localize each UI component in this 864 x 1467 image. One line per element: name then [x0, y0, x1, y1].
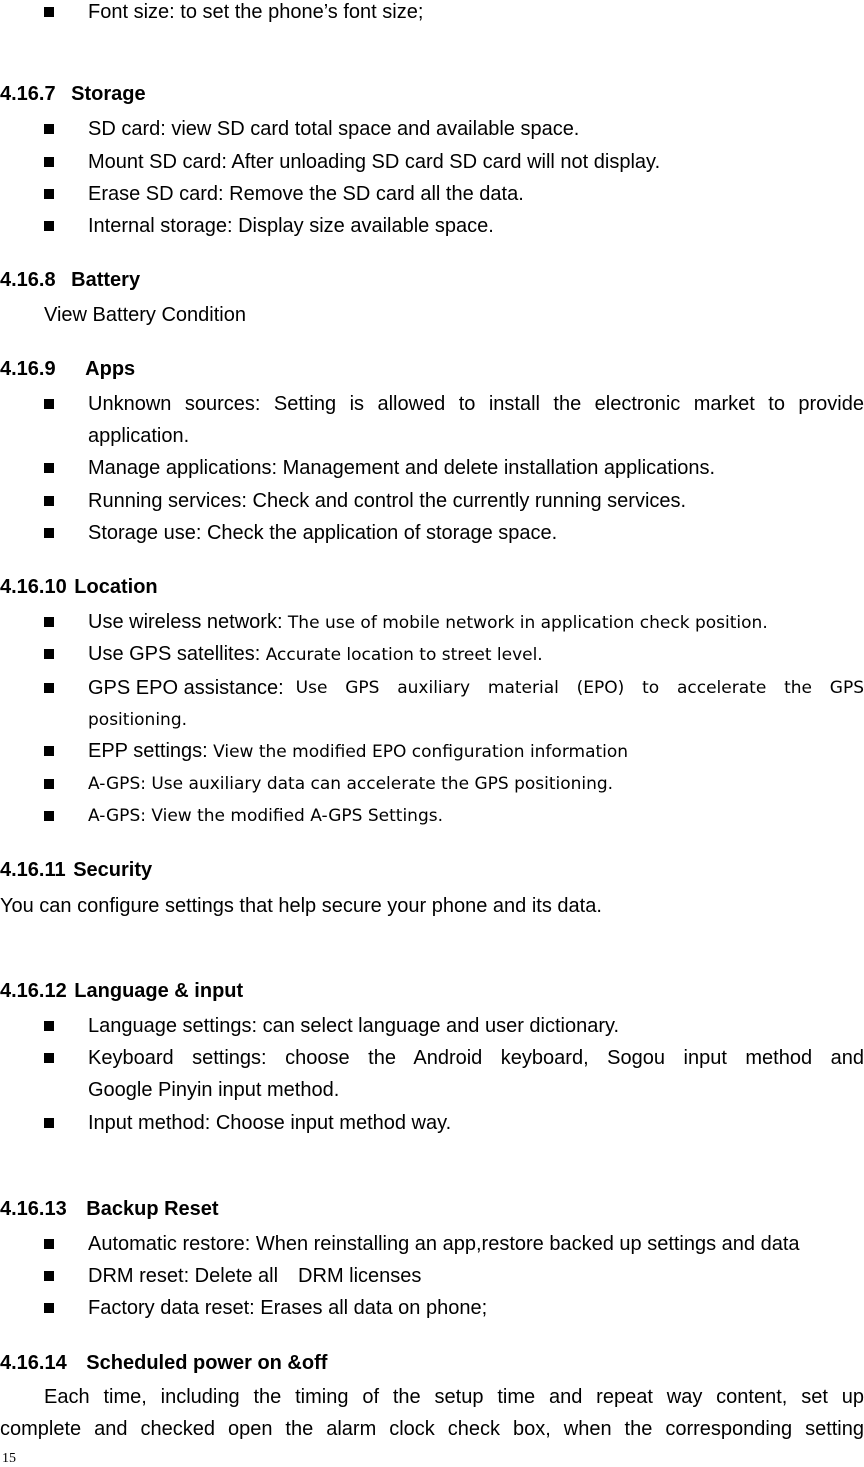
bullet-icon	[44, 617, 54, 627]
paragraph: You can configure settings that help secure your phone and its data.	[0, 895, 602, 917]
bullet-icon	[44, 779, 54, 789]
section-title: Apps	[85, 358, 136, 380]
bullet-icon	[44, 221, 54, 231]
list-item: Unknown sources: Setting is allowed to install the electronic market to provide	[88, 393, 864, 415]
section-title: Scheduled power on &off	[86, 1352, 328, 1374]
list-item: Erase SD card: Remove the SD card all the data.	[88, 183, 524, 205]
list-item: Internal storage: Display size available space.	[88, 215, 494, 237]
item-desc: Accurate location to street level.	[260, 645, 543, 665]
page-number: 15	[2, 1451, 16, 1466]
section-heading	[0, 268, 140, 292]
section-title: Security	[73, 859, 153, 881]
section-heading	[0, 357, 135, 381]
section-number: 4.16.13	[0, 1198, 67, 1220]
bullet-icon	[44, 1239, 54, 1249]
list-item: A-GPS: View the modified A-GPS Settings.	[88, 806, 444, 826]
paragraph: View Battery Condition	[44, 304, 246, 326]
list-item: Keyboard settings: choose the Android keyboard, Sogou input method and	[88, 1047, 864, 1069]
section-number: 4.16.10	[0, 576, 67, 598]
section-number: 4.16.8	[0, 269, 56, 291]
bullet-icon	[44, 1271, 54, 1281]
list-item	[88, 642, 864, 667]
bullet-icon	[44, 649, 54, 659]
bullet-icon	[44, 157, 54, 167]
bullet-icon	[44, 683, 54, 693]
list-item: A-GPS: Use auxiliary data can accelerate the GPS positioning.	[88, 774, 614, 794]
section-number: 4.16.11	[0, 859, 66, 881]
section-heading	[0, 1197, 219, 1221]
bullet-icon	[44, 1053, 54, 1063]
item-label: EPP settings:	[88, 740, 208, 762]
bullet-icon	[44, 463, 54, 473]
bullet-icon	[44, 811, 54, 821]
list-item	[88, 610, 864, 635]
paragraph-line: complete and checked open the alarm clock check box, when the corresponding setting	[0, 1418, 864, 1440]
section-heading	[0, 575, 158, 599]
list-item: Automatic restore: When reinstalling an app,restore backed up settings and data	[88, 1233, 800, 1255]
item-label: Use GPS satellites:	[88, 643, 261, 665]
bullet-icon	[44, 7, 54, 17]
section-heading	[0, 979, 243, 1003]
list-item: Input method: Choose input method way.	[88, 1112, 452, 1134]
bullet-icon	[44, 1021, 54, 1031]
list-item-continuation: Google Pinyin input method.	[88, 1079, 340, 1101]
section-heading	[0, 82, 146, 106]
section-title: Battery	[71, 269, 141, 291]
section-title: Backup Reset	[86, 1198, 219, 1220]
bullet-icon	[44, 746, 54, 756]
list-item: Language settings: can select language and user dictionary.	[88, 1015, 620, 1037]
section-heading	[0, 1351, 327, 1375]
list-item: DRM reset: Delete all DRM licenses	[88, 1265, 422, 1287]
list-item: Mount SD card: After unloading SD card SD card will not display.	[88, 151, 661, 173]
bullet-icon	[44, 496, 54, 506]
paragraph-line: Each time, including the timing of the setup time and repeat way content, set up	[44, 1386, 864, 1408]
list-item: Factory data reset: Erases all data on phone;	[88, 1297, 488, 1319]
list-item	[88, 739, 864, 764]
item-desc: Use GPS auxiliary material (EPO) to accelerate the GPS	[295, 678, 864, 698]
item-desc: View the modified EPO configuration information	[207, 742, 629, 762]
list-item: Manage applications: Management and delete installation applications.	[88, 457, 716, 479]
section-title: Language & input	[74, 980, 244, 1002]
section-title: Storage	[71, 83, 146, 105]
bullet-icon	[44, 1303, 54, 1313]
section-number: 4.16.12	[0, 980, 67, 1002]
section-number: 4.16.9	[0, 358, 56, 380]
list-item-continuation: application.	[88, 425, 190, 447]
item-label: GPS EPO assistance:	[88, 677, 284, 699]
section-title: Location	[74, 576, 158, 598]
list-item-continuation: positioning.	[88, 710, 188, 730]
bullet-icon	[44, 124, 54, 134]
list-item: Running services: Check and control the currently running services.	[88, 490, 687, 512]
list-item: Font size: to set the phone’s font size;	[88, 1, 424, 23]
list-item: SD card: view SD card total space and available space.	[88, 118, 580, 140]
section-number: 4.16.7	[0, 83, 56, 105]
bullet-icon	[44, 1118, 54, 1128]
bullet-icon	[44, 189, 54, 199]
bullet-icon	[44, 399, 54, 409]
item-desc: The use of mobile network in application check position.	[282, 613, 768, 633]
section-heading	[0, 858, 152, 882]
section-number: 4.16.14	[0, 1352, 67, 1374]
list-item	[88, 676, 864, 700]
bullet-icon	[44, 528, 54, 538]
list-item: Storage use: Check the application of storage space.	[88, 522, 558, 544]
item-label: Use wireless network:	[88, 611, 283, 633]
